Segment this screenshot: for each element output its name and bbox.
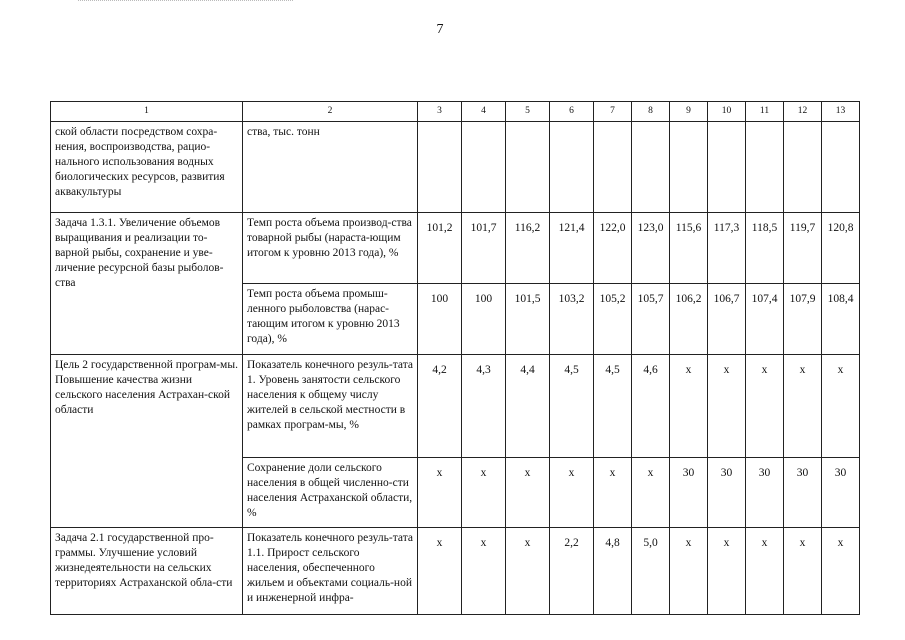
value-cell: x: [506, 458, 550, 528]
value-cell: x: [462, 528, 506, 615]
value-cell: [462, 122, 506, 213]
goal-cell: Цель 2 государственной програм-мы. Повышение качества жизни сельского населения Астрахан-ской области: [51, 355, 243, 528]
table-row: [51, 213, 860, 284]
header-cell: 7: [594, 102, 632, 122]
scan-artifact: [78, 0, 293, 5]
value-cell: 100: [462, 284, 506, 355]
header-cell: 13: [822, 102, 860, 122]
value-cell: [746, 122, 784, 213]
indicator-cell: Показатель конечного резуль-тата 1. Уровень занятости сельского населения к общему числу жителей в сельской местности в рамках програм-мы, %: [243, 355, 418, 458]
value-cell: [784, 122, 822, 213]
header-cell: 11: [746, 102, 784, 122]
header-cell: 5: [506, 102, 550, 122]
task-cell: Задача 2.1 государственной про-граммы. Улучшение условий жизнедеятельности на сельских территориях Астраханской обла-сти: [51, 528, 243, 615]
value-cell: [418, 122, 462, 213]
value-cell: x: [670, 528, 708, 615]
value-cell: 5,0: [632, 528, 670, 615]
indicator-cell: ства, тыс. тонн: [243, 122, 418, 213]
indicators-table: [50, 101, 860, 615]
value-cell: [506, 122, 550, 213]
table-row: [51, 122, 860, 213]
value-cell: 101,5: [506, 284, 550, 355]
value-cell: 123,0: [632, 213, 670, 284]
header-cell: 12: [784, 102, 822, 122]
value-cell: [822, 122, 860, 213]
value-cell: 4,3: [462, 355, 506, 458]
indicator-cell: Темп роста объема производ-ства товарной рыбы (нараста-ющим итогом к уровню 2013 года), %: [243, 213, 418, 284]
indicator-cell: Темп роста объема промыш-ленного рыболовства (нарас-тающим итогом к уровню 2013 года), %: [243, 284, 418, 355]
value-cell: [708, 122, 746, 213]
value-cell: x: [670, 355, 708, 458]
indicator-cell: Сохранение доли сельского населения в общей численно-сти населения Астраханской области, %: [243, 458, 418, 528]
header-cell: 3: [418, 102, 462, 122]
value-cell: x: [550, 458, 594, 528]
value-cell: 108,4: [822, 284, 860, 355]
value-cell: [550, 122, 594, 213]
value-cell: 4,5: [550, 355, 594, 458]
value-cell: 122,0: [594, 213, 632, 284]
value-cell: 101,7: [462, 213, 506, 284]
header-cell: 8: [632, 102, 670, 122]
header-row: [51, 102, 860, 122]
value-cell: x: [822, 528, 860, 615]
header-cell: 10: [708, 102, 746, 122]
goal-cell: ской области посредством сохра-нения, воспроизводства, рацио-нального использования водных биологических ресурсов, развития аквакультуры: [51, 122, 243, 213]
value-cell: 4,4: [506, 355, 550, 458]
page-number: 7: [436, 22, 444, 37]
value-cell: 4,2: [418, 355, 462, 458]
value-cell: 119,7: [784, 213, 822, 284]
value-cell: x: [462, 458, 506, 528]
value-cell: x: [632, 458, 670, 528]
value-cell: x: [784, 528, 822, 615]
header-cell: 1: [51, 102, 243, 122]
value-cell: 30: [784, 458, 822, 528]
value-cell: 116,2: [506, 213, 550, 284]
table-row: [51, 528, 860, 615]
value-cell: x: [708, 528, 746, 615]
value-cell: 107,9: [784, 284, 822, 355]
value-cell: 117,3: [708, 213, 746, 284]
value-cell: x: [784, 355, 822, 458]
value-cell: x: [418, 528, 462, 615]
value-cell: 120,8: [822, 213, 860, 284]
value-cell: 121,4: [550, 213, 594, 284]
header-cell: 9: [670, 102, 708, 122]
value-cell: [670, 122, 708, 213]
value-cell: 105,2: [594, 284, 632, 355]
header-cell: 4: [462, 102, 506, 122]
value-cell: [632, 122, 670, 213]
value-cell: 4,6: [632, 355, 670, 458]
table-row: [51, 355, 860, 458]
value-cell: 100: [418, 284, 462, 355]
value-cell: 4,8: [594, 528, 632, 615]
value-cell: 118,5: [746, 213, 784, 284]
value-cell: 103,2: [550, 284, 594, 355]
value-cell: x: [506, 528, 550, 615]
value-cell: x: [746, 355, 784, 458]
value-cell: x: [822, 355, 860, 458]
value-cell: x: [746, 528, 784, 615]
value-cell: x: [708, 355, 746, 458]
value-cell: 30: [746, 458, 784, 528]
header-cell: 6: [550, 102, 594, 122]
indicator-cell: Показатель конечного резуль-тата 1.1. Прирост сельского населения, обеспеченного жильем и объектами социаль-ной и инженерной инфра-: [243, 528, 418, 615]
value-cell: 101,2: [418, 213, 462, 284]
value-cell: 4,5: [594, 355, 632, 458]
value-cell: 107,4: [746, 284, 784, 355]
value-cell: 105,7: [632, 284, 670, 355]
value-cell: x: [418, 458, 462, 528]
value-cell: 106,2: [670, 284, 708, 355]
value-cell: 30: [822, 458, 860, 528]
header-cell: 2: [243, 102, 418, 122]
value-cell: 106,7: [708, 284, 746, 355]
task-cell: Задача 1.3.1. Увеличение объемов выращивания и реализации то-варной рыбы, сохранение и уве-личение ресурсной базы рыболов-ства: [51, 213, 243, 355]
value-cell: 115,6: [670, 213, 708, 284]
value-cell: x: [594, 458, 632, 528]
value-cell: 30: [670, 458, 708, 528]
value-cell: 2,2: [550, 528, 594, 615]
value-cell: [594, 122, 632, 213]
value-cell: 30: [708, 458, 746, 528]
